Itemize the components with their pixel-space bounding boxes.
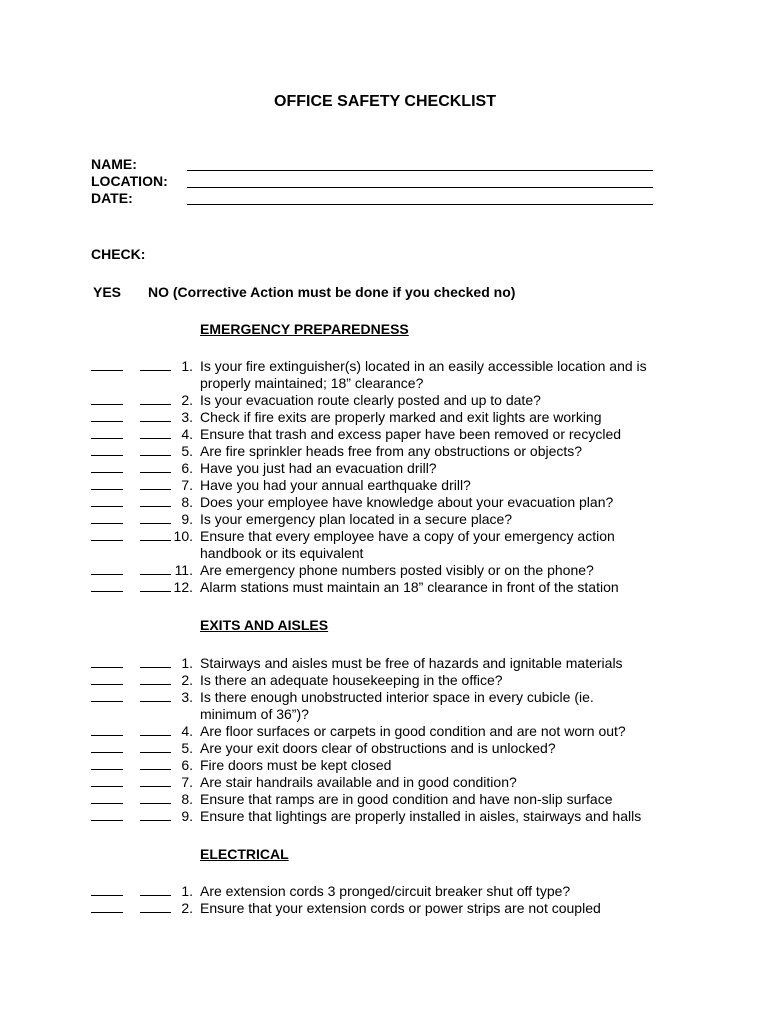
section-title: ELECTRICAL (200, 846, 289, 862)
checklist-item (0, 528, 770, 562)
item-text (200, 757, 670, 774)
location-field[interactable] (187, 187, 653, 188)
item-number: 12. (173, 579, 193, 595)
yes-checkbox-blank[interactable] (91, 455, 123, 456)
item-number: 1. (181, 883, 193, 899)
checklist-item (0, 460, 770, 477)
checklist-item (0, 689, 770, 723)
checklist-item (0, 655, 770, 672)
item-number: 7. (181, 477, 193, 493)
item-text-line: Alarm stations must maintain an 18” clearance in front of the station (200, 579, 619, 595)
checklist-item (0, 883, 770, 900)
yes-checkbox-blank[interactable] (91, 540, 123, 541)
item-text-line: Is there enough unobstructed interior space in every cubicle (ie. (200, 689, 594, 705)
yes-column-header: YES (93, 284, 122, 300)
item-text-line: Is your emergency plan located in a secure place? (200, 511, 513, 527)
item-number: 2. (181, 900, 193, 916)
section-title: EXITS AND AISLES (200, 617, 329, 633)
yes-checkbox-blank[interactable] (91, 404, 123, 405)
yes-checkbox-blank[interactable] (91, 421, 123, 422)
item-text (200, 900, 670, 917)
yes-checkbox-blank[interactable] (91, 701, 123, 702)
item-text-line: Are emergency phone numbers posted visibly or on the phone? (200, 562, 594, 578)
item-text-line: Is your fire extinguisher(s) located in an easily accessible location and is (200, 358, 647, 374)
checklist-item (0, 443, 770, 460)
checklist-item (0, 477, 770, 494)
item-text-line: Are floor surfaces or carpets in good condition and are not worn out? (200, 723, 626, 739)
item-text-line: Are fire sprinkler heads free from any obstructions or objects? (200, 443, 583, 459)
yes-checkbox-blank[interactable] (91, 489, 123, 490)
checklist-item (0, 723, 770, 740)
checklist-item (0, 808, 770, 825)
item-text-line: Ensure that trash and excess paper have been removed or recycled (200, 426, 622, 442)
item-text (200, 477, 670, 494)
section-title: EMERGENCY PREPAREDNESS (200, 321, 409, 337)
item-text (200, 460, 670, 477)
item-text (200, 740, 670, 757)
yes-checkbox-blank[interactable] (91, 684, 123, 685)
name-field[interactable] (187, 170, 653, 171)
yes-checkbox-blank[interactable] (91, 912, 123, 913)
item-number: 7. (181, 774, 193, 790)
name-label: NAME: (91, 156, 137, 172)
yes-checkbox-blank[interactable] (91, 895, 123, 896)
item-text-line: Are extension cords 3 pronged/circuit breaker shut off type? (200, 883, 571, 899)
item-text (200, 723, 670, 740)
item-text (200, 562, 670, 579)
item-text (200, 883, 670, 900)
item-text-line: Have you just had an evacuation drill? (200, 460, 437, 476)
yes-checkbox-blank[interactable] (91, 769, 123, 770)
item-text-line: minimum of 36”)? (200, 706, 309, 722)
item-text (200, 426, 670, 443)
item-text-line: Stairways and aisles must be free of hazards and ignitable materials (200, 655, 623, 671)
checklist-item (0, 672, 770, 689)
item-text-line: Does your employee have knowledge about your evacuation plan? (200, 494, 614, 510)
yes-checkbox-blank[interactable] (91, 523, 123, 524)
item-text-line: Is there an adequate housekeeping in the office? (200, 672, 503, 688)
yes-checkbox-blank[interactable] (91, 786, 123, 787)
item-number: 9. (181, 808, 193, 824)
item-number: 10. (173, 528, 193, 544)
yes-checkbox-blank[interactable] (91, 574, 123, 575)
item-text-line: handbook or its equivalent (200, 545, 364, 561)
item-number: 3. (181, 689, 193, 705)
checklist-item (0, 494, 770, 511)
item-number: 4. (181, 426, 193, 442)
item-text (200, 494, 670, 511)
item-number: 11. (174, 562, 193, 578)
yes-checkbox-blank[interactable] (91, 735, 123, 736)
item-text-line: Ensure that your extension cords or power strips are not coupled (200, 900, 601, 916)
item-text (200, 672, 670, 689)
item-number: 8. (181, 494, 193, 510)
item-number: 9. (181, 511, 193, 527)
yes-checkbox-blank[interactable] (91, 370, 123, 371)
checklist-item (0, 358, 770, 392)
item-text (200, 774, 670, 791)
item-text-line: properly maintained; 18” clearance? (200, 375, 424, 391)
checklist-item (0, 774, 770, 791)
item-text (200, 409, 670, 426)
item-text-line: Are your exit doors clear of obstructions and is unlocked? (200, 740, 556, 756)
item-text (200, 579, 670, 596)
item-text (200, 528, 670, 562)
yes-checkbox-blank[interactable] (91, 591, 123, 592)
item-number: 3. (181, 409, 193, 425)
yes-checkbox-blank[interactable] (91, 752, 123, 753)
yes-checkbox-blank[interactable] (91, 803, 123, 804)
checklist-item (0, 392, 770, 409)
checklist-item (0, 757, 770, 774)
yes-checkbox-blank[interactable] (91, 472, 123, 473)
checklist-item (0, 740, 770, 757)
item-text-line: Ensure that lightings are properly installed in aisles, stairways and halls (200, 808, 642, 824)
item-number: 8. (181, 791, 193, 807)
item-text-line: Fire doors must be kept closed (200, 757, 392, 773)
yes-checkbox-blank[interactable] (91, 667, 123, 668)
item-number: 1. (181, 358, 193, 374)
yes-checkbox-blank[interactable] (91, 820, 123, 821)
item-text-line: Have you had your annual earthquake drill? (200, 477, 471, 493)
location-label: LOCATION: (91, 173, 168, 189)
item-text (200, 689, 670, 723)
item-text-line: Check if fire exits are properly marked and exit lights are working (200, 409, 602, 425)
yes-checkbox-blank[interactable] (91, 506, 123, 507)
page-title: OFFICE SAFETY CHECKLIST (274, 93, 496, 110)
item-number: 4. (181, 723, 193, 739)
item-number: 1. (181, 655, 193, 671)
checklist-item (0, 579, 770, 596)
checklist-item (0, 791, 770, 808)
no-column-header: NO (Corrective Action must be done if you checked no) (148, 284, 516, 300)
item-text (200, 443, 670, 460)
item-number: 5. (181, 740, 193, 756)
item-number: 6. (181, 460, 193, 476)
item-text (200, 358, 670, 392)
item-text (200, 791, 670, 808)
item-text-line: Are stair handrails available and in good condition? (200, 774, 517, 790)
item-number: 5. (181, 443, 193, 459)
checklist-item (0, 900, 770, 917)
date-label: DATE: (91, 190, 133, 206)
item-number: 2. (181, 672, 193, 688)
checklist-item (0, 426, 770, 443)
item-text (200, 655, 670, 672)
check-label: CHECK: (91, 246, 146, 262)
item-text-line: Ensure that every employee have a copy of your emergency action (200, 528, 615, 544)
item-text-line: Ensure that ramps are in good condition and have non-slip surface (200, 791, 613, 807)
item-text (200, 392, 670, 409)
item-text (200, 808, 670, 825)
yes-checkbox-blank[interactable] (91, 438, 123, 439)
item-number: 2. (181, 392, 193, 408)
checklist-item (0, 511, 770, 528)
item-text (200, 511, 670, 528)
checklist-item (0, 409, 770, 426)
checklist-item (0, 562, 770, 579)
item-text-line: Is your evacuation route clearly posted and up to date? (200, 392, 541, 408)
date-field[interactable] (187, 204, 653, 205)
item-number: 6. (181, 757, 193, 773)
